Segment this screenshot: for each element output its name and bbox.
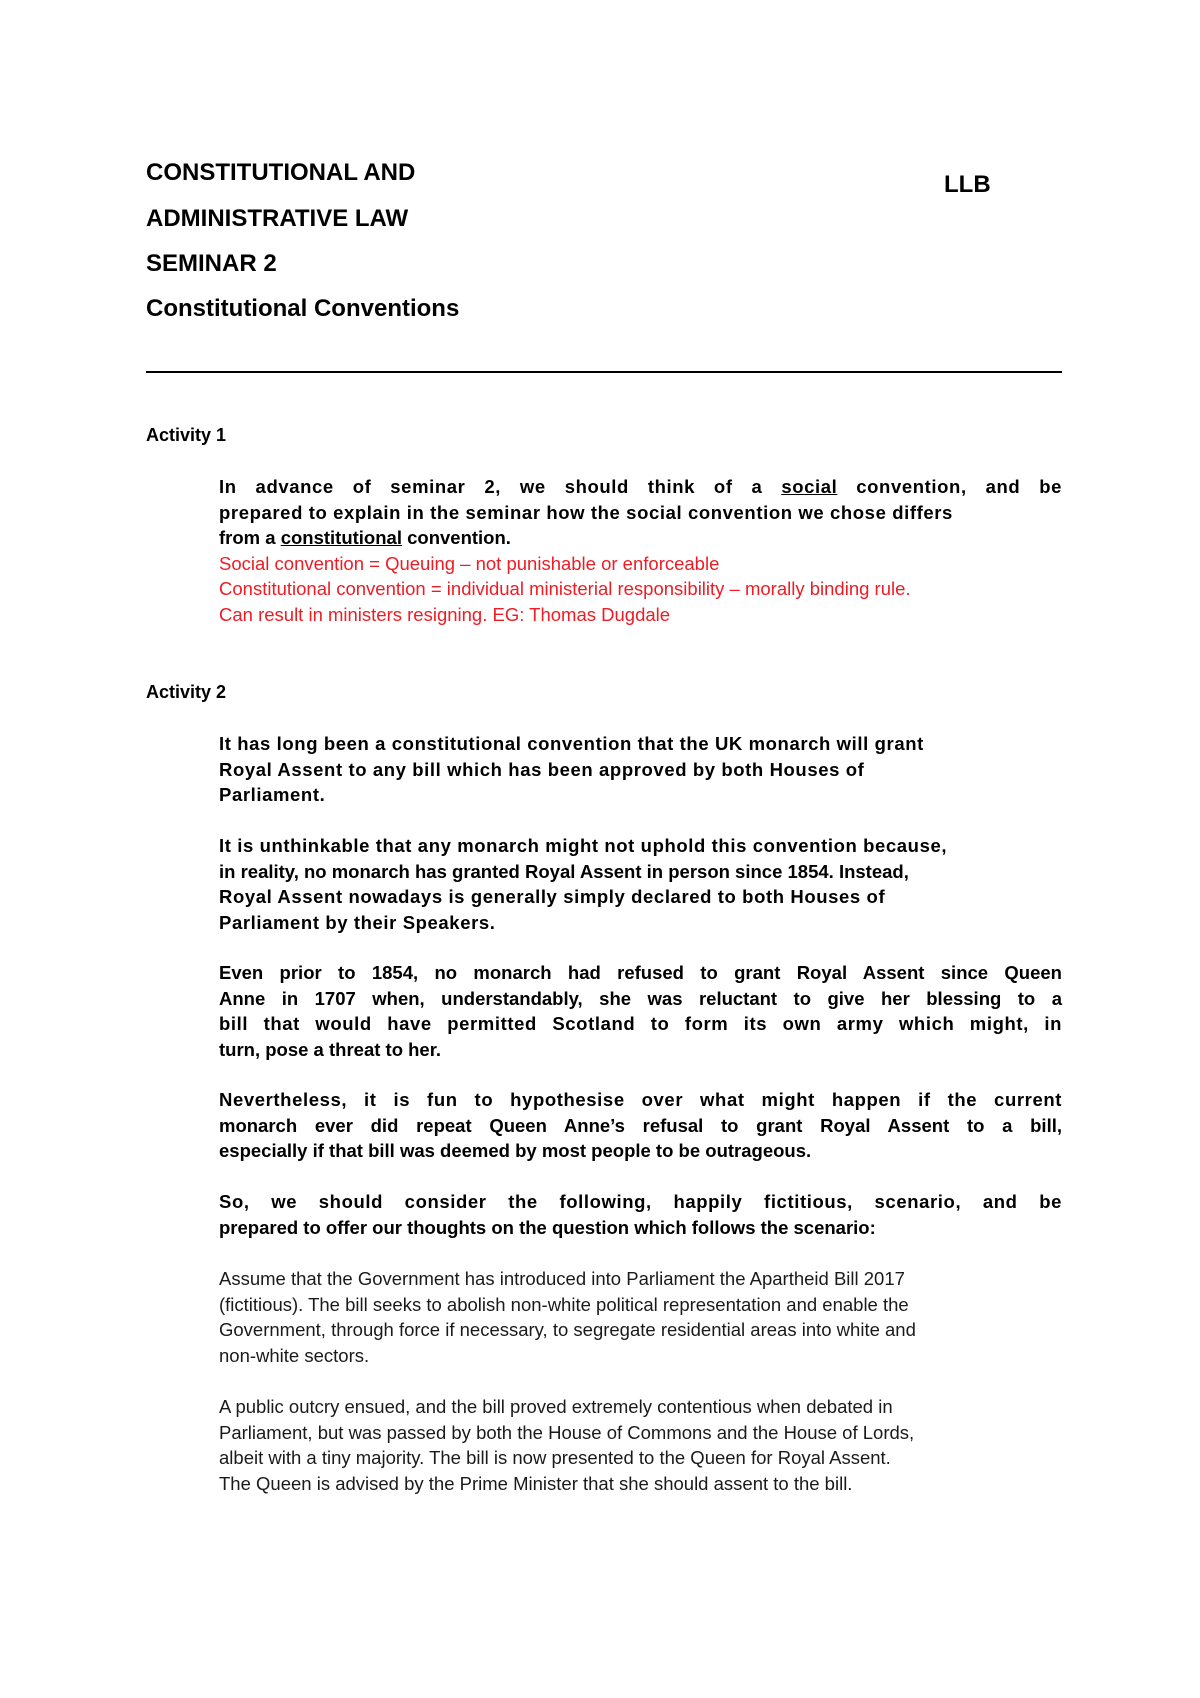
- text-line: Assume that the Government has introduced into Parliament the Apartheid Bill 2017: [219, 1268, 905, 1289]
- course-code: LLB: [944, 171, 991, 198]
- text-line: monarch ever did repeat Queen Anne’s refusal to grant Royal Assent to a bill,: [219, 1114, 1062, 1136]
- seminar-number: SEMINAR 2: [146, 250, 277, 277]
- text-line: (fictitious). The bill seeks to abolish non-white political representation and enable the: [219, 1293, 909, 1315]
- activity-2-paragraph-3: [219, 960, 1062, 1062]
- text-line: The Queen is advised by the Prime Minister that she should assent to the bill.: [219, 1472, 853, 1494]
- constitutional-underlined: constitutional: [280, 527, 402, 548]
- text-line: Parliament by their Speakers.: [219, 911, 496, 933]
- activity-2-heading: Activity 2: [146, 682, 227, 702]
- answer-line: Constitutional convention = individual ministerial responsibility – morally binding rule.: [219, 578, 911, 599]
- activity-1-prompt-line-1: In advance of seminar 2, we should think of a social convention, and be: [219, 476, 1062, 497]
- text-line: Royal Assent to any bill which has been approved by both Houses of: [219, 758, 865, 780]
- course-title-line-1: CONSTITUTIONAL AND: [146, 159, 416, 186]
- activity-2-paragraph-5: [219, 1189, 1062, 1240]
- activity-1-prompt: [219, 474, 1062, 627]
- text-line: turn, pose a threat to her.: [219, 1038, 442, 1060]
- activity-1-heading: Activity 1: [146, 425, 227, 445]
- activity-2-paragraph-1: [219, 731, 1062, 808]
- text-line: Even prior to 1854, no monarch had refused to grant Royal Assent since Queen: [219, 962, 1062, 983]
- text-line: Royal Assent nowadays is generally simply declared to both Houses of: [219, 886, 886, 907]
- answer-line: Social convention = Queuing – not punishable or enforceable: [219, 552, 720, 574]
- text-line: A public outcry ensued, and the bill proved extremely contentious when debated in: [219, 1396, 893, 1417]
- activity-1-prompt-line-3: from a constitutional convention.: [219, 527, 511, 548]
- seminar-topic: Constitutional Conventions: [146, 295, 460, 322]
- text-line: It has long been a constitutional convention that the UK monarch will grant: [219, 733, 924, 754]
- activity-2-paragraph-4: [219, 1087, 1062, 1164]
- text-line: So, we should consider the following, happily fictitious, scenario, and be: [219, 1191, 1062, 1212]
- scenario-paragraph-2: [219, 1394, 1062, 1496]
- scenario-paragraph-1: [219, 1266, 1062, 1368]
- course-title-line-2: ADMINISTRATIVE LAW: [146, 205, 409, 232]
- text-line: It is unthinkable that any monarch might not uphold this convention because,: [219, 835, 948, 856]
- text-line: non-white sectors.: [219, 1344, 370, 1366]
- text-line: especially if that bill was deemed by most people to be outrageous.: [219, 1140, 812, 1161]
- social-underlined: social: [781, 476, 838, 497]
- text-line: Anne in 1707 when, understandably, she was reluctant to give her blessing to a: [219, 987, 1062, 1009]
- text-line: prepared to offer our thoughts on the question which follows the scenario:: [219, 1216, 876, 1238]
- text-line: Parliament, but was passed by both the House of Commons and the House of Lords,: [219, 1421, 915, 1443]
- activity-2-paragraph-2: [219, 833, 1062, 935]
- header-divider: [146, 371, 1062, 373]
- text-line: albeit with a tiny majority. The bill is now presented to the Queen for Royal Assent.: [219, 1447, 891, 1468]
- activity-1-prompt-line-2: prepared to explain in the seminar how the social convention we chose differs: [219, 501, 953, 523]
- text-line: Government, through force if necessary, to segregate residential areas into white and: [219, 1319, 916, 1340]
- text-line: Parliament.: [219, 784, 326, 805]
- answer-line: Can result in ministers resigning. EG: Thomas Dugdale: [219, 603, 671, 625]
- text-line: in reality, no monarch has granted Royal Assent in person since 1854. Instead,: [219, 860, 909, 882]
- text-line: Nevertheless, it is fun to hypothesise over what might happen if the current: [219, 1089, 1062, 1110]
- text-line: bill that would have permitted Scotland to form its own army which might, in: [219, 1013, 1062, 1034]
